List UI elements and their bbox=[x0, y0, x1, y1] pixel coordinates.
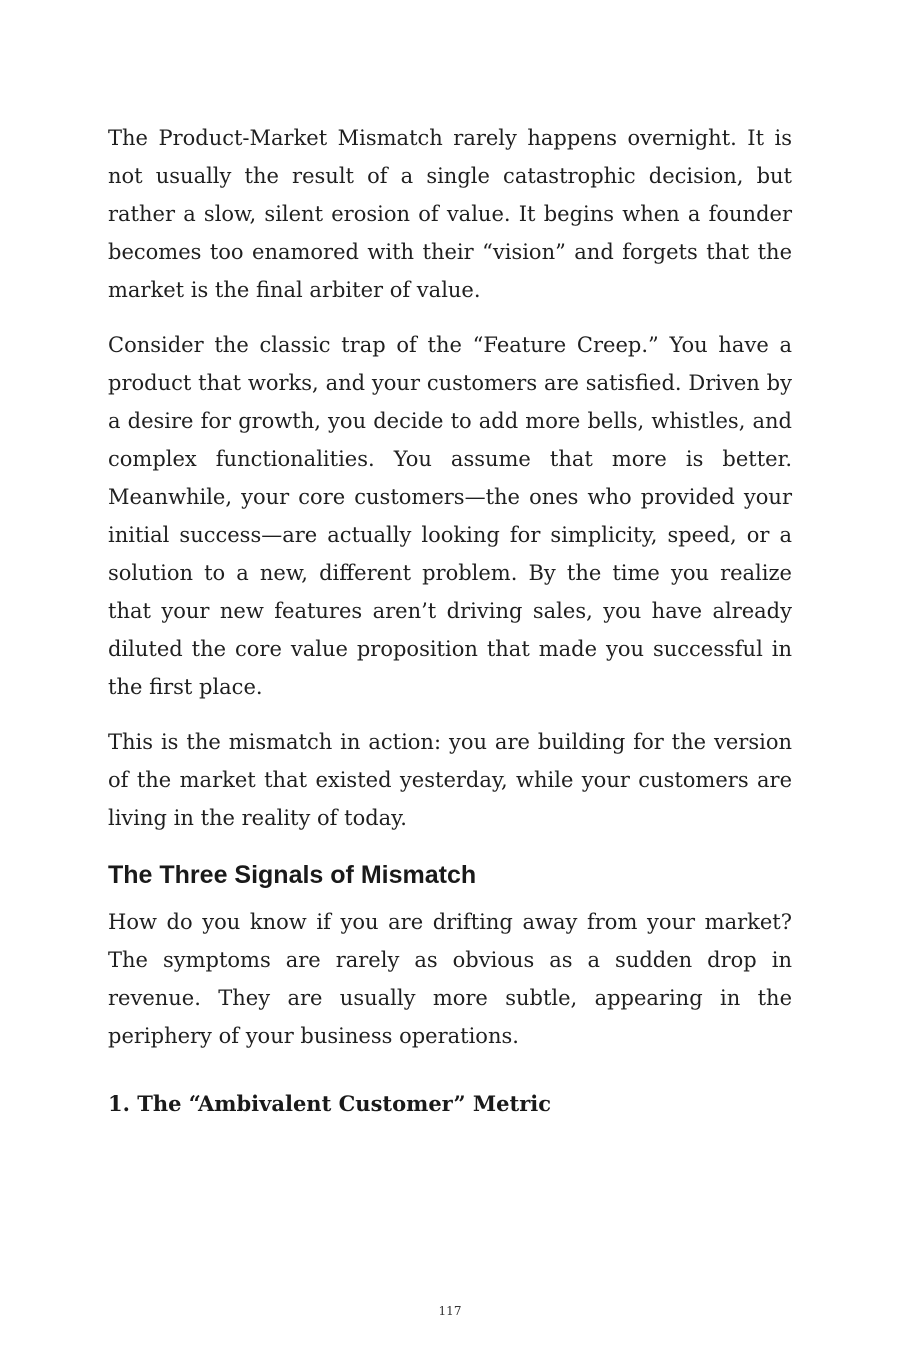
body-paragraph: The Product-Market Mismatch rarely happens overnight. It is not usually the result of a single catastrophic decision, but rather a slow, silent erosion of value. It begins when a founder becomes too enamored with their “vision” and forgets that the market is the final arbiter of value. bbox=[108, 126, 792, 302]
body-paragraph: How do you know if you are drifting away from your market? The symptoms are rarely as obvious as a sudden drop in revenue. They are usually more subtle, appearing in the periphery of your business operations. bbox=[108, 910, 792, 1048]
section-heading: The Three Signals of Mismatch bbox=[108, 861, 477, 889]
body-paragraph: Consider the classic trap of the “Feature Creep.” You have a product that works, and your customers are satisfied. Driven by a desire for growth, you decide to add more bells, whistles, and complex functionalities. You assume that more is better. Meanwhile, your core customers—the ones who provided your initial success—are actually looking for simplicity, speed, or a solution to a new, different problem. By the time you realize that your new features aren’t driving sales, you have already diluted the core value proposition that made you successful in the first place. bbox=[108, 333, 792, 699]
subsection-heading: 1. The “Ambivalent Customer” Metric bbox=[108, 1091, 552, 1116]
page-content bbox=[108, 119, 792, 1122]
body-paragraph: This is the mismatch in action: you are building for the version of the market that existed yesterday, while your customers are living in the reality of today. bbox=[108, 730, 792, 830]
page-number: 117 bbox=[438, 1304, 462, 1318]
